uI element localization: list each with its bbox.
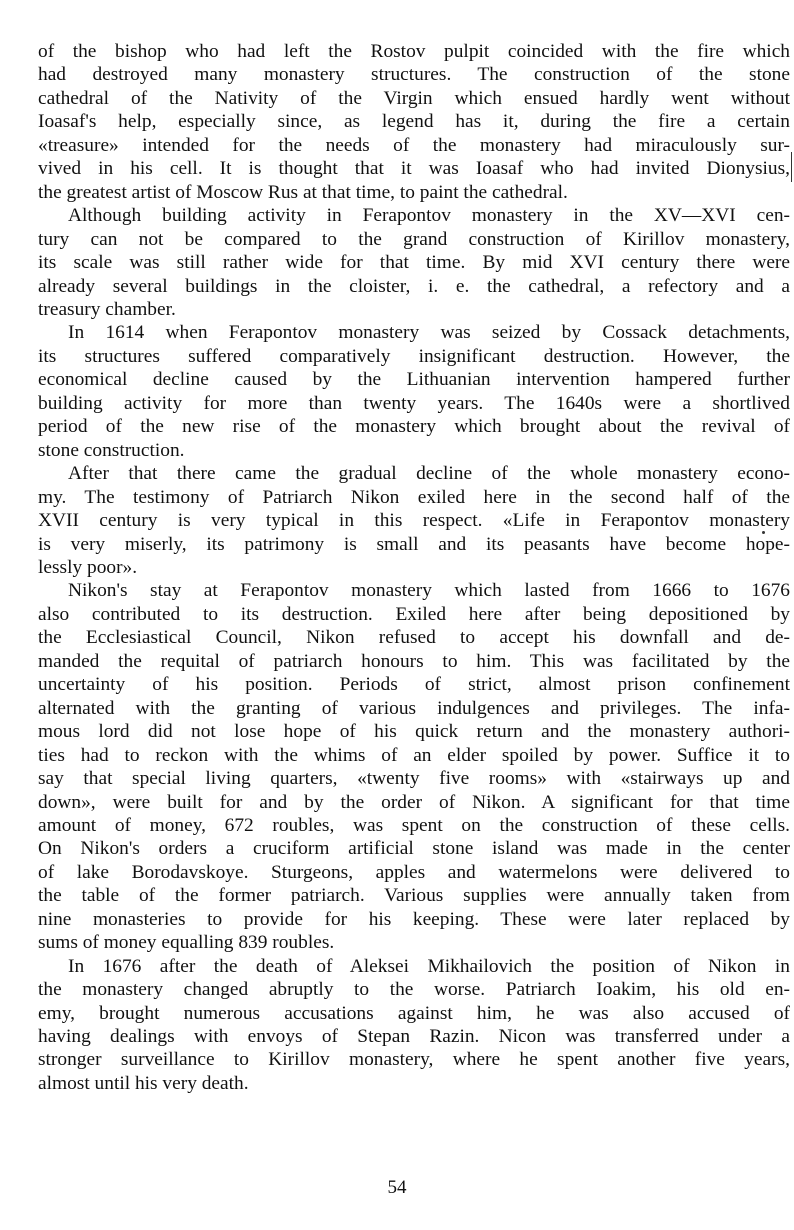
- text-line: also contributed to its destruction. Exiled here after being depositioned by: [38, 603, 790, 625]
- text-line: stronger surveillance to Kirillov monastery, where he spent another five years,: [38, 1049, 790, 1071]
- text-line: On Nikon's orders a cruciform artificial stone island was made in the center: [38, 838, 790, 860]
- paragraph: [38, 204, 790, 321]
- text-line: amount of money, 672 roubles, was spent on the construction of these cells.: [38, 814, 790, 836]
- text-line: tury can not be compared to the grand construction of Kirillov monastery,: [38, 228, 790, 250]
- text-line: stone construction.: [38, 439, 185, 461]
- text-line: of the bishop who had left the Rostov pulpit coincided with the fire which: [38, 41, 790, 62]
- text-line: vived in his cell. It is thought that it was Ioasaf who had invited Dionysius,: [38, 158, 790, 180]
- text-line: economical decline caused by the Lithuanian intervention hampered further: [38, 369, 790, 391]
- text-line: manded the requital of patriarch honours to him. This was facilitated by the: [38, 650, 790, 672]
- paragraph: [38, 321, 790, 462]
- text-line: my. The testimony of Patriarch Nikon exiled here in the second half of the: [38, 486, 790, 508]
- document-page: [38, 40, 790, 1095]
- text-line: Ioasaf's help, especially since, as legend has it, during the fire a certain: [38, 111, 790, 133]
- text-line: the Ecclesiastical Council, Nikon refused to accept his downfall and de-: [38, 627, 790, 649]
- text-line: After that there came the gradual decline of the whole monastery econo-: [68, 463, 790, 485]
- paragraph: [38, 40, 790, 204]
- text-line: of lake Borodavskoye. Sturgeons, apples and watermelons were delivered to: [38, 861, 790, 883]
- text-line: had destroyed many monastery structures. The construction of the stone: [38, 64, 790, 86]
- text-line: Although building activity in Ferapontov monastery in the XV—XVI cen-: [68, 205, 790, 227]
- text-line: lessly poor».: [38, 556, 138, 578]
- text-line: having dealings with envoys of Stepan Razin. Nicon was transferred under a: [38, 1026, 790, 1048]
- text-line: almost until his very death.: [38, 1072, 249, 1094]
- margin-bar-mark: [791, 152, 792, 182]
- text-line: cathedral of the Nativity of the Virgin which ensued hardly went without: [38, 87, 790, 109]
- text-line: is very miserly, its patrimony is small and its peasants have become hope-: [38, 533, 790, 555]
- text-line: emy, brought numerous accusations against him, he was also accused of: [38, 1002, 790, 1024]
- text-line: period of the new rise of the monastery which brought about the revival of: [38, 416, 790, 438]
- paragraph: [38, 462, 790, 579]
- page-number: 54: [387, 1177, 407, 1198]
- text-line: the monastery changed abruptly to the worse. Patriarch Ioakim, his old en-: [38, 979, 790, 1001]
- text-line: already several buildings in the cloister, i. e. the cathedral, a refectory and a: [38, 275, 790, 297]
- text-line: In 1614 when Ferapontov monastery was seized by Cossack detachments,: [68, 322, 790, 344]
- text-line: alternated with the granting of various indulgences and privileges. The infa-: [38, 697, 790, 719]
- text-line: «treasure» intended for the needs of the monastery had miraculously sur-: [38, 134, 790, 156]
- text-line: ties had to reckon with the whims of an elder spoiled by power. Suffice it to: [38, 744, 790, 766]
- text-line: say that special living quarters, «twenty five rooms» with «stairways up and: [38, 768, 790, 790]
- text-line: down», were built for and by the order of Nikon. A significant for that time: [38, 791, 790, 813]
- text-line: treasury chamber.: [38, 298, 176, 320]
- text-line: its structures suffered comparatively insignificant destruction. However, the: [38, 345, 790, 367]
- text-line: sums of money equalling 839 roubles.: [38, 932, 335, 954]
- text-line: the greatest artist of Moscow Rus at that time, to paint the cathedral.: [38, 181, 568, 203]
- text-line: uncertainty of his position. Periods of strict, almost prison confinement: [38, 674, 790, 696]
- margin-dot-mark: [762, 531, 765, 534]
- text-line: nine monasteries to provide for his keeping. These were later replaced by: [38, 908, 790, 930]
- text-line: In 1676 after the death of Aleksei Mikhailovich the position of Nikon in: [68, 955, 790, 977]
- text-line: its scale was still rather wide for that time. By mid XVI century there were: [38, 252, 790, 274]
- paragraph: [38, 955, 790, 1096]
- text-line: building activity for more than twenty years. The 1640s were a shortlived: [38, 392, 790, 414]
- paragraph: [38, 579, 790, 954]
- text-line: the table of the former patriarch. Various supplies were annually taken from: [38, 885, 790, 907]
- text-line: Nikon's stay at Ferapontov monastery which lasted from 1666 to 1676: [68, 580, 790, 602]
- text-line: XVII century is very typical in this respect. «Life in Ferapontov monastery: [38, 510, 790, 532]
- text-line: mous lord did not lose hope of his quick return and the monastery authori-: [38, 721, 790, 743]
